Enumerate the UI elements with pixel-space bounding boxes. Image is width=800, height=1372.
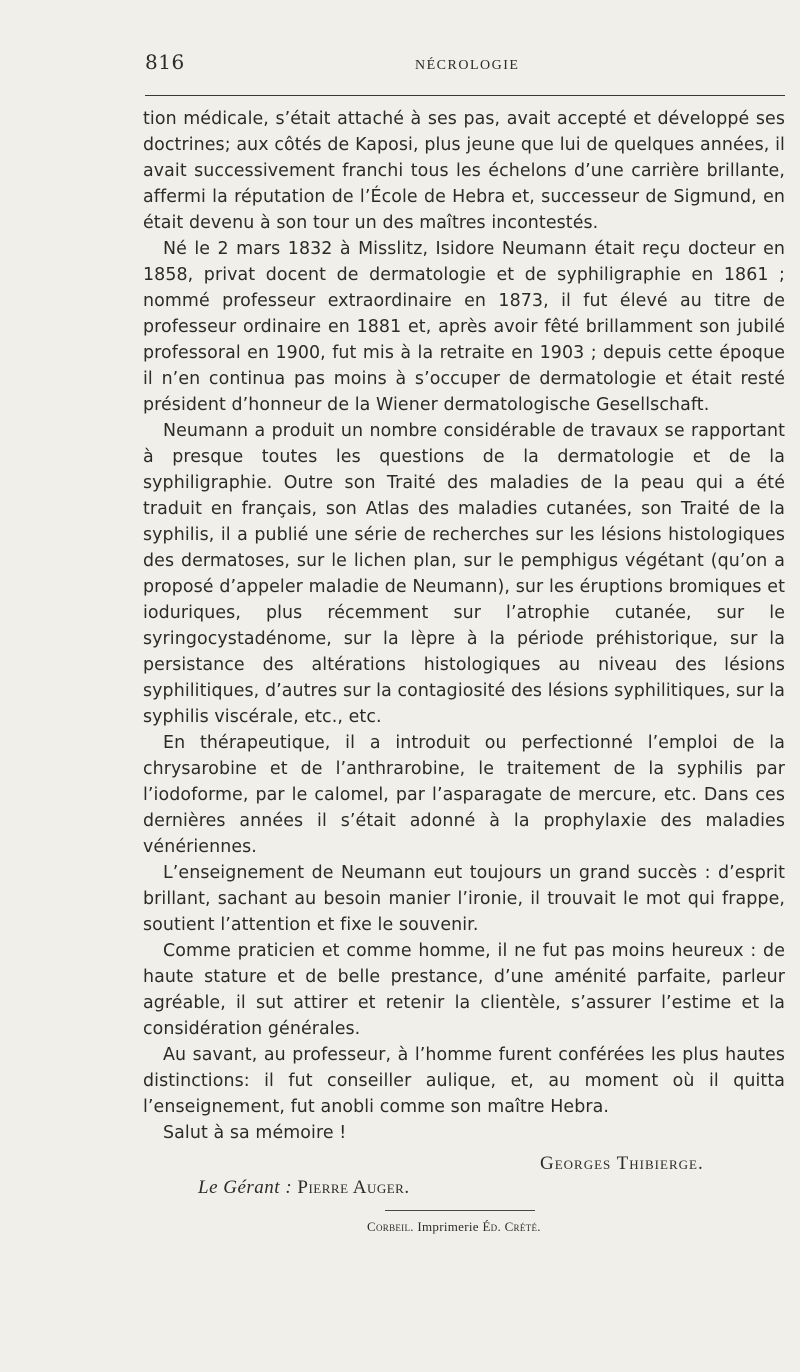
printer-rule: [385, 1210, 535, 1211]
paragraph-1: tion médicale, s’était attaché à ses pas, avait accepté et développé ses doctrines; aux côtés de Kaposi, plus jeune que lui de quelques années, il avait successivement franchi tous les échelons d’une carrière brillante, affermi la réputation de l’École de Hebra et, successeur de Sigmund, en était devenu à son tour un des maîtres incontestés.: [143, 109, 785, 233]
paragraph-3: Neumann a produit un nombre considérable de travaux se rapportant à presque toutes les questions de la dermatologie et de la syphiligraphie. Outre son Traité des maladies de la peau qui a été traduit en français, son Atlas des maladies cutanées, son Traité de la syphilis, il a publié une série de recherches sur les lésions histologiques des dermatoses, sur le lichen plan, sur le pemphigus végétant (qu’on a proposé d’appeler maladie de Neumann), sur les éruptions bromiques et ioduriques, plus récemment sur l’atrophie cutanée, sur le syringocystadénome, sur la lèpre à la période préhistorique, sur la persistance des altérations histologiques au niveau des lésions syphilitiques, d’autres sur la contagiosité des lésions syphilitiques, sur la syphilis viscérale, etc., etc.: [143, 421, 785, 727]
page-header: [145, 50, 785, 86]
page-number: 816: [145, 50, 185, 74]
paragraph-4: En thérapeutique, il a introduit ou perfectionné l’emploi de la chrysarobine et de l’anthrarobine, le traitement de la syphilis par l’iodoforme, par le calomel, par l’asparagate de mercure, etc. Dans ces dernières années il s’était adonné à la prophylaxie des maladies vénériennes.: [143, 733, 785, 857]
paragraph-7: Au savant, au professeur, à l’homme furent conférées les plus hautes distinctions: il fut conseiller aulique, et, au moment où il quitta l’enseignement, fut anobli comme son maître Hebra.: [143, 1045, 785, 1117]
gerant-name: Pierre Auger.: [297, 1177, 410, 1198]
body-text: [143, 106, 785, 1146]
printer-text: Imprimerie: [417, 1219, 479, 1234]
printer-imprint: [367, 1219, 541, 1235]
author-signature: Georges Thibierge.: [540, 1153, 704, 1174]
paragraph-8: Salut à sa mémoire !: [163, 1123, 347, 1143]
printer-name: Éd. Crété.: [482, 1219, 541, 1234]
gerant-line: [198, 1177, 410, 1199]
paragraph-5: L’enseignement de Neumann eut toujours un grand succès : d’esprit brillant, sachant au besoin manier l’ironie, il trouvait le mot qui frappe, soutient l’attention et fixe le souvenir.: [143, 863, 785, 935]
printer-city: Corbeil.: [367, 1219, 414, 1234]
gerant-label: Le Gérant :: [198, 1177, 293, 1198]
running-head: NÉCROLOGIE: [415, 58, 520, 73]
paragraph-2: Né le 2 mars 1832 à Misslitz, Isidore Neumann était reçu docteur en 1858, privat docent de dermatologie et de syphiligraphie en 1861 ; nommé professeur extraordinaire en 1873, il fut élevé au titre de professeur ordinaire en 1881 et, après avoir fêté brillamment son jubilé professoral en 1900, fut mis à la retraite en 1903 ; depuis cette époque il n’en continua pas moins à s’occuper de dermatologie et était resté président d’honneur de la Wiener dermatologische Gesellschaft.: [143, 239, 785, 415]
header-rule: [145, 95, 785, 96]
paragraph-6: Comme praticien et comme homme, il ne fut pas moins heureux : de haute stature et de belle prestance, d’une aménité parfaite, parleur agréable, il sut attirer et retenir la clientèle, s’assurer l’estime et la considération générales.: [143, 941, 785, 1039]
